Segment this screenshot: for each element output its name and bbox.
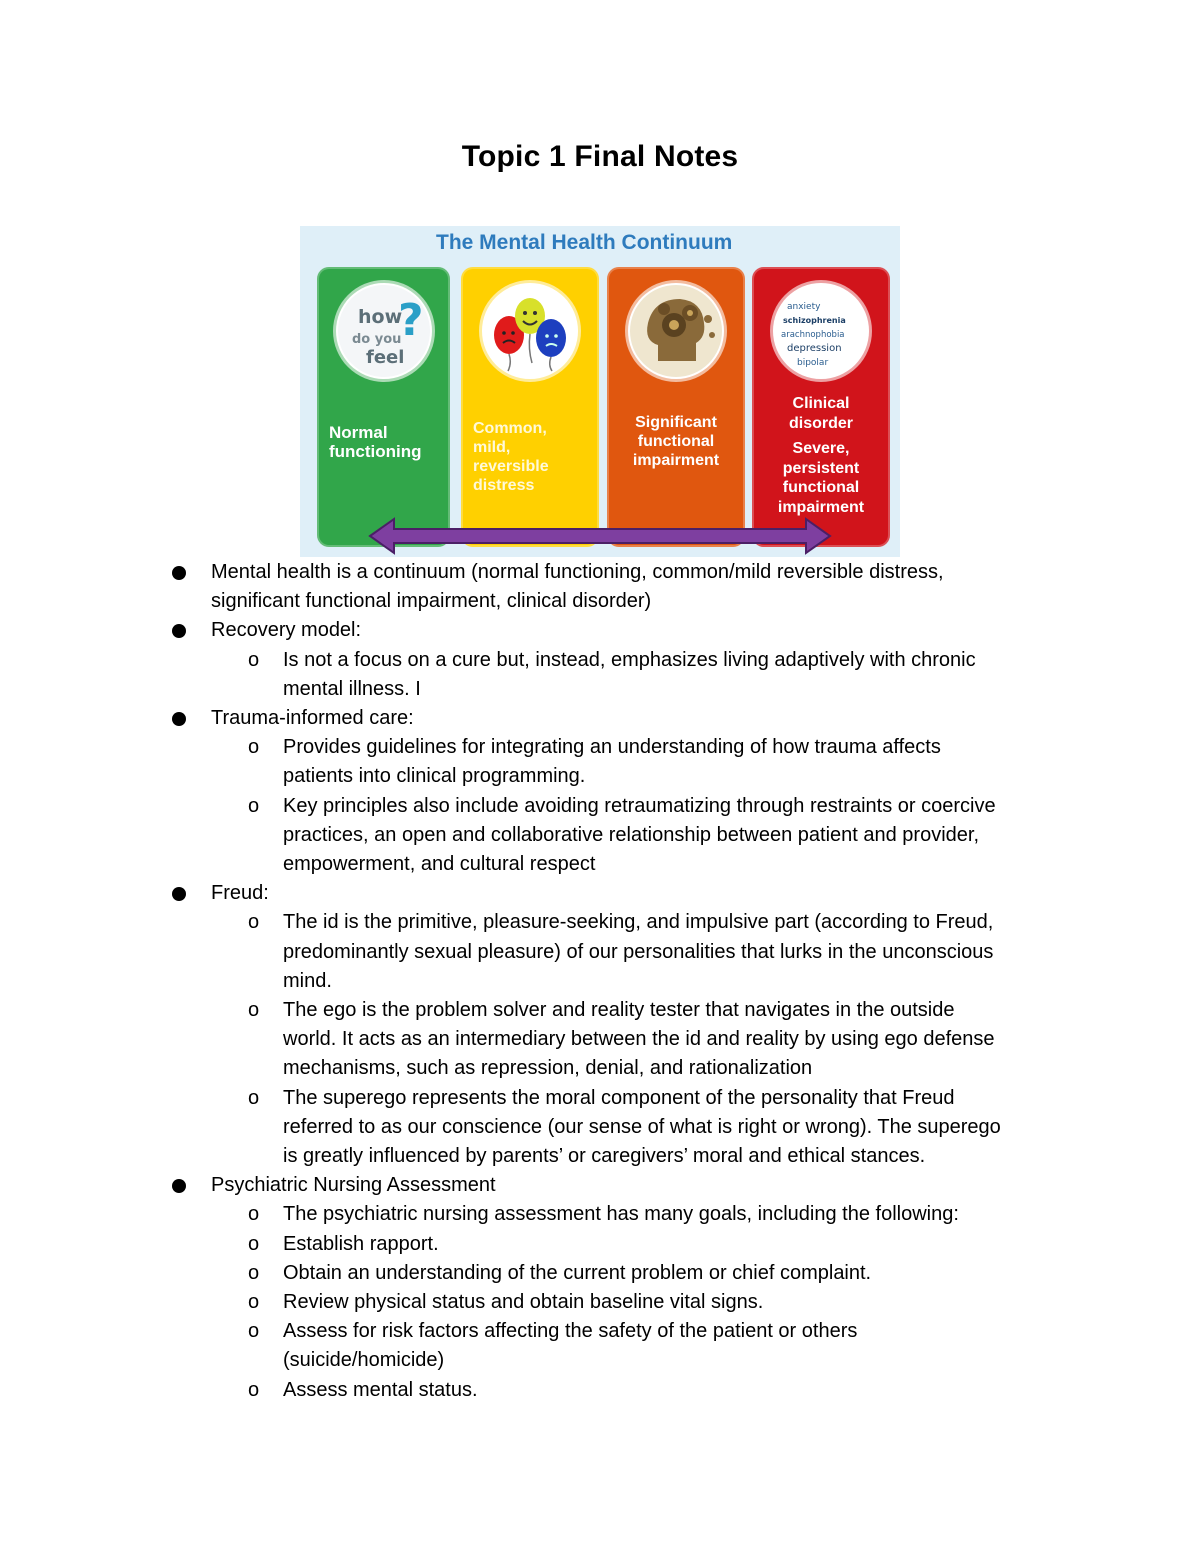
bullet-icon bbox=[172, 1179, 186, 1193]
continuum-double-arrow bbox=[300, 226, 900, 557]
sub-bullet-marker: o bbox=[248, 736, 260, 759]
note-item-text: Freud: bbox=[211, 882, 269, 905]
note-subitem-text: The id is the primitive, pleasure-seeking, and impulsive part (according to Freud, bbox=[283, 911, 994, 934]
bullet-icon bbox=[172, 887, 186, 901]
note-subitem-text: Establish rapport. bbox=[283, 1232, 439, 1255]
sub-bullet-marker: o bbox=[248, 1232, 260, 1255]
note-subitem-text: practices, an open and collaborative relationship between patient and provider, bbox=[283, 823, 980, 846]
sub-bullet-marker: o bbox=[248, 1203, 260, 1226]
note-subitem-text: Is not a focus on a cure but, instead, emphasizes living adaptively with chronic bbox=[283, 648, 976, 671]
sub-bullet-marker: o bbox=[248, 648, 260, 671]
panel-mild-label: Common, mild, reversible distress bbox=[473, 420, 549, 494]
sub-bullet-marker: o bbox=[248, 1320, 260, 1343]
note-subitem-text: (suicide/homicide) bbox=[283, 1349, 445, 1372]
note-subitem-text: patients into clinical programming. bbox=[283, 765, 586, 788]
bullet-icon bbox=[172, 566, 186, 580]
note-subitem-text: Key principles also include avoiding retraumatizing through restraints or coercive bbox=[283, 794, 996, 817]
note-subitem-text: The ego is the problem solver and reality tester that navigates in the outside bbox=[283, 999, 955, 1021]
svg-text:depression: depression bbox=[787, 343, 842, 354]
note-item-text: Mental health is a continuum (normal functioning, common/mild reversible distress, bbox=[211, 561, 944, 583]
sub-bullet-marker: o bbox=[248, 1086, 260, 1109]
svg-text:schizophrenia: schizophrenia bbox=[783, 316, 846, 325]
note-subitem-text: Provides guidelines for integrating an understanding of how trauma affects bbox=[283, 736, 941, 759]
page-title: Topic 1 Final Notes bbox=[461, 140, 739, 173]
note-subitem-text: Obtain an understanding of the current problem or chief complaint. bbox=[283, 1261, 872, 1284]
note-subitem-text: world. It acts as an intermediary between the id and reality by using ego defense bbox=[283, 1028, 995, 1051]
note-subitem-text: Assess mental status. bbox=[283, 1378, 478, 1401]
note-subitem-text: The psychiatric nursing assessment has many goals, including the following: bbox=[283, 1203, 959, 1226]
note-item-text: Psychiatric Nursing Assessment bbox=[211, 1174, 496, 1197]
mental-health-continuum-figure bbox=[300, 226, 900, 557]
note-subitem-text: Assess for risk factors affecting the safety of the patient or others bbox=[283, 1320, 858, 1343]
badge-word-2: do you bbox=[351, 332, 401, 347]
note-subitem-text: referred to as our conscience (our sense of what is right or wrong). The superego bbox=[283, 1115, 1001, 1138]
note-subitem-text: is greatly influenced by parents’ or caregivers’ moral and ethical stances. bbox=[283, 1145, 926, 1167]
note-item-text: Trauma-informed care: bbox=[211, 707, 414, 729]
panel-clinical-label: Clinical disorder Severe, persistent functional impairment bbox=[777, 395, 865, 516]
note-subitem-text: mechanisms, such as repression, denial, and rationalization bbox=[283, 1057, 813, 1080]
sub-bullet-marker: o bbox=[248, 1261, 260, 1284]
note-subitem-text: mental illness. I bbox=[283, 677, 421, 700]
note-subitem-text: Review physical status and obtain baseline vital signs. bbox=[283, 1291, 764, 1313]
sub-bullet-marker: o bbox=[248, 1378, 260, 1401]
note-subitem-text: predominantly sexual pleasure) of our personalities that lurks in the unconscious bbox=[283, 940, 994, 963]
panel-significant-label: Significant functional impairment bbox=[632, 414, 720, 469]
svg-text:?: ? bbox=[397, 295, 424, 346]
sub-bullet-marker: o bbox=[248, 999, 260, 1021]
sub-bullet-marker: o bbox=[248, 1291, 260, 1313]
badge-word-3: feel bbox=[365, 347, 404, 368]
sub-bullet-marker: o bbox=[248, 911, 260, 934]
bullet-icon bbox=[172, 624, 186, 638]
panel-normal-label: Normal functioning bbox=[329, 423, 422, 461]
svg-text:arachnophobia: arachnophobia bbox=[781, 330, 845, 340]
note-item-text: Recovery model: bbox=[211, 619, 362, 642]
badge-word-1: how bbox=[357, 306, 402, 328]
note-subitem-text: mind. bbox=[283, 969, 332, 992]
svg-text:anxiety: anxiety bbox=[787, 302, 821, 312]
figure-title: The Mental Health Continuum bbox=[436, 231, 733, 254]
note-item-text: significant functional impairment, clinical disorder) bbox=[211, 590, 652, 613]
sub-bullet-marker: o bbox=[248, 794, 260, 817]
svg-text:bipolar: bipolar bbox=[797, 358, 829, 368]
bullet-icon bbox=[172, 712, 186, 726]
note-subitem-text: The superego represents the moral component of the personality that Freud bbox=[283, 1086, 955, 1109]
note-subitem-text: empowerment, and cultural respect bbox=[283, 853, 596, 875]
